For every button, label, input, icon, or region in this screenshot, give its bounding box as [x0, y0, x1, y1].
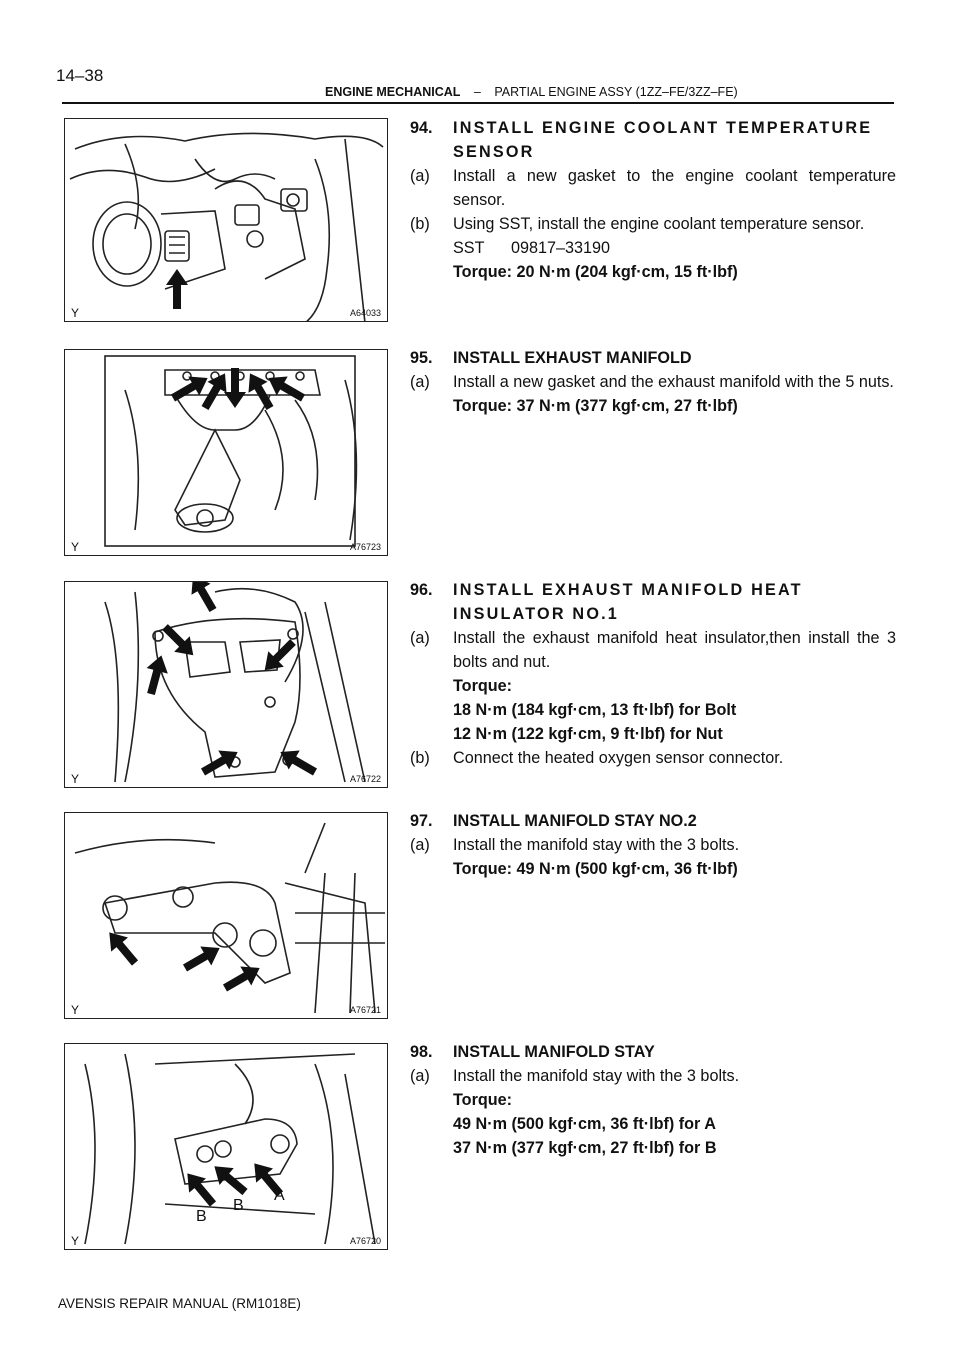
step-number: 98. [410, 1043, 433, 1061]
figure-code: A76723 [349, 542, 381, 552]
page-number: 14–38 [56, 66, 104, 85]
figure-mark: Y [71, 1003, 80, 1017]
figure-manifold-stay-no2 [64, 812, 388, 1019]
torque-nut: 12 N·m (122 kgf·cm, 9 ft·lbf) for Nut [453, 725, 723, 743]
figure-mark: Y [71, 540, 80, 554]
torque-b: 37 N·m (377 kgf·cm, 27 ft·lbf) for B [453, 1139, 717, 1157]
step-heading: INSTALL ENGINE COOLANT TEMPERATURE SENSOR [453, 119, 873, 161]
substep-a: (a) Install the manifold stay with the 3 bolts. [410, 836, 740, 854]
step-heading: INSTALL MANIFOLD STAY [453, 1043, 655, 1061]
step-heading: INSTALL EXHAUST MANIFOLD HEAT INSULATOR NO.1 [453, 581, 803, 623]
figure-coolant-sensor [64, 118, 388, 322]
step-94 [410, 116, 896, 284]
torque-spec: Torque: 49 N·m (500 kgf·cm, 36 ft·lbf) [453, 860, 738, 878]
substep-b: (b) Using SST, install the engine coolant temperature sensor. [410, 215, 865, 233]
figure-mark: Y [71, 306, 80, 320]
step-96 [410, 578, 896, 770]
step-heading: INSTALL EXHAUST MANIFOLD [453, 349, 692, 367]
step-title [410, 346, 896, 370]
step-title [410, 1040, 896, 1064]
running-header [325, 85, 738, 99]
step-title [410, 578, 896, 626]
figure-manifold-stay [64, 1043, 388, 1250]
engine-illustration [65, 813, 388, 1019]
header-separator: – [473, 85, 481, 99]
step-heading: INSTALL MANIFOLD STAY NO.2 [453, 812, 697, 830]
figure-mark: Y [71, 1234, 80, 1248]
step-title [410, 809, 896, 833]
figure-code: A76721 [349, 1005, 381, 1015]
step-97 [410, 809, 896, 881]
figure-mark: Y [71, 772, 80, 786]
torque-heading: Torque: [453, 677, 513, 695]
substep-b: (b) Connect the heated oxygen sensor connector. [410, 749, 784, 767]
figure-code: A76720 [349, 1236, 381, 1246]
torque-spec: Torque: 20 N·m (204 kgf·cm, 15 ft·lbf) [453, 263, 738, 281]
torque-heading: Torque: [453, 1091, 513, 1109]
substep-a: (a) Install the exhaust manifold heat insulator,then install the 3 bolts and nut. [410, 629, 896, 671]
header-subsection: PARTIAL ENGINE ASSY (1ZZ–FE/3ZZ–FE) [494, 85, 738, 99]
step-number: 94. [410, 119, 433, 137]
substep-a: (a) Install a new gasket to the engine coolant temperature sensor. [410, 167, 896, 209]
substep-a: (a) Install a new gasket and the exhaust manifold with the 5 nuts. [410, 373, 894, 391]
torque-a: 49 N·m (500 kgf·cm, 36 ft·lbf) for A [453, 1115, 716, 1133]
step-number: 96. [410, 581, 433, 599]
callout-b-2: B [233, 1197, 244, 1214]
callout-a: A [274, 1187, 285, 1204]
engine-illustration [65, 1044, 388, 1250]
header-divider [62, 102, 894, 104]
step-number: 95. [410, 349, 433, 367]
figure-exhaust-manifold [64, 349, 388, 556]
figure-code: A64033 [349, 308, 381, 318]
step-98 [410, 1040, 896, 1160]
figure-heat-insulator [64, 581, 388, 788]
engine-illustration [65, 119, 388, 322]
engine-illustration [65, 350, 388, 556]
substep-a: (a) Install the manifold stay with the 3 bolts. [410, 1067, 740, 1085]
torque-bolt: 18 N·m (184 kgf·cm, 13 ft·lbf) for Bolt [453, 701, 737, 719]
footer-manual-title: AVENSIS REPAIR MANUAL (RM1018E) [58, 1296, 301, 1311]
step-title [410, 116, 896, 164]
torque-spec: Torque: 37 N·m (377 kgf·cm, 27 ft·lbf) [453, 397, 738, 415]
callout-b-1: B [196, 1208, 207, 1225]
sst-line: SST 09817–33190 [453, 239, 611, 257]
engine-illustration [65, 582, 388, 788]
step-95 [410, 346, 896, 418]
step-number: 97. [410, 812, 433, 830]
figure-code: A76722 [349, 774, 381, 784]
header-section: ENGINE MECHANICAL [325, 85, 461, 99]
